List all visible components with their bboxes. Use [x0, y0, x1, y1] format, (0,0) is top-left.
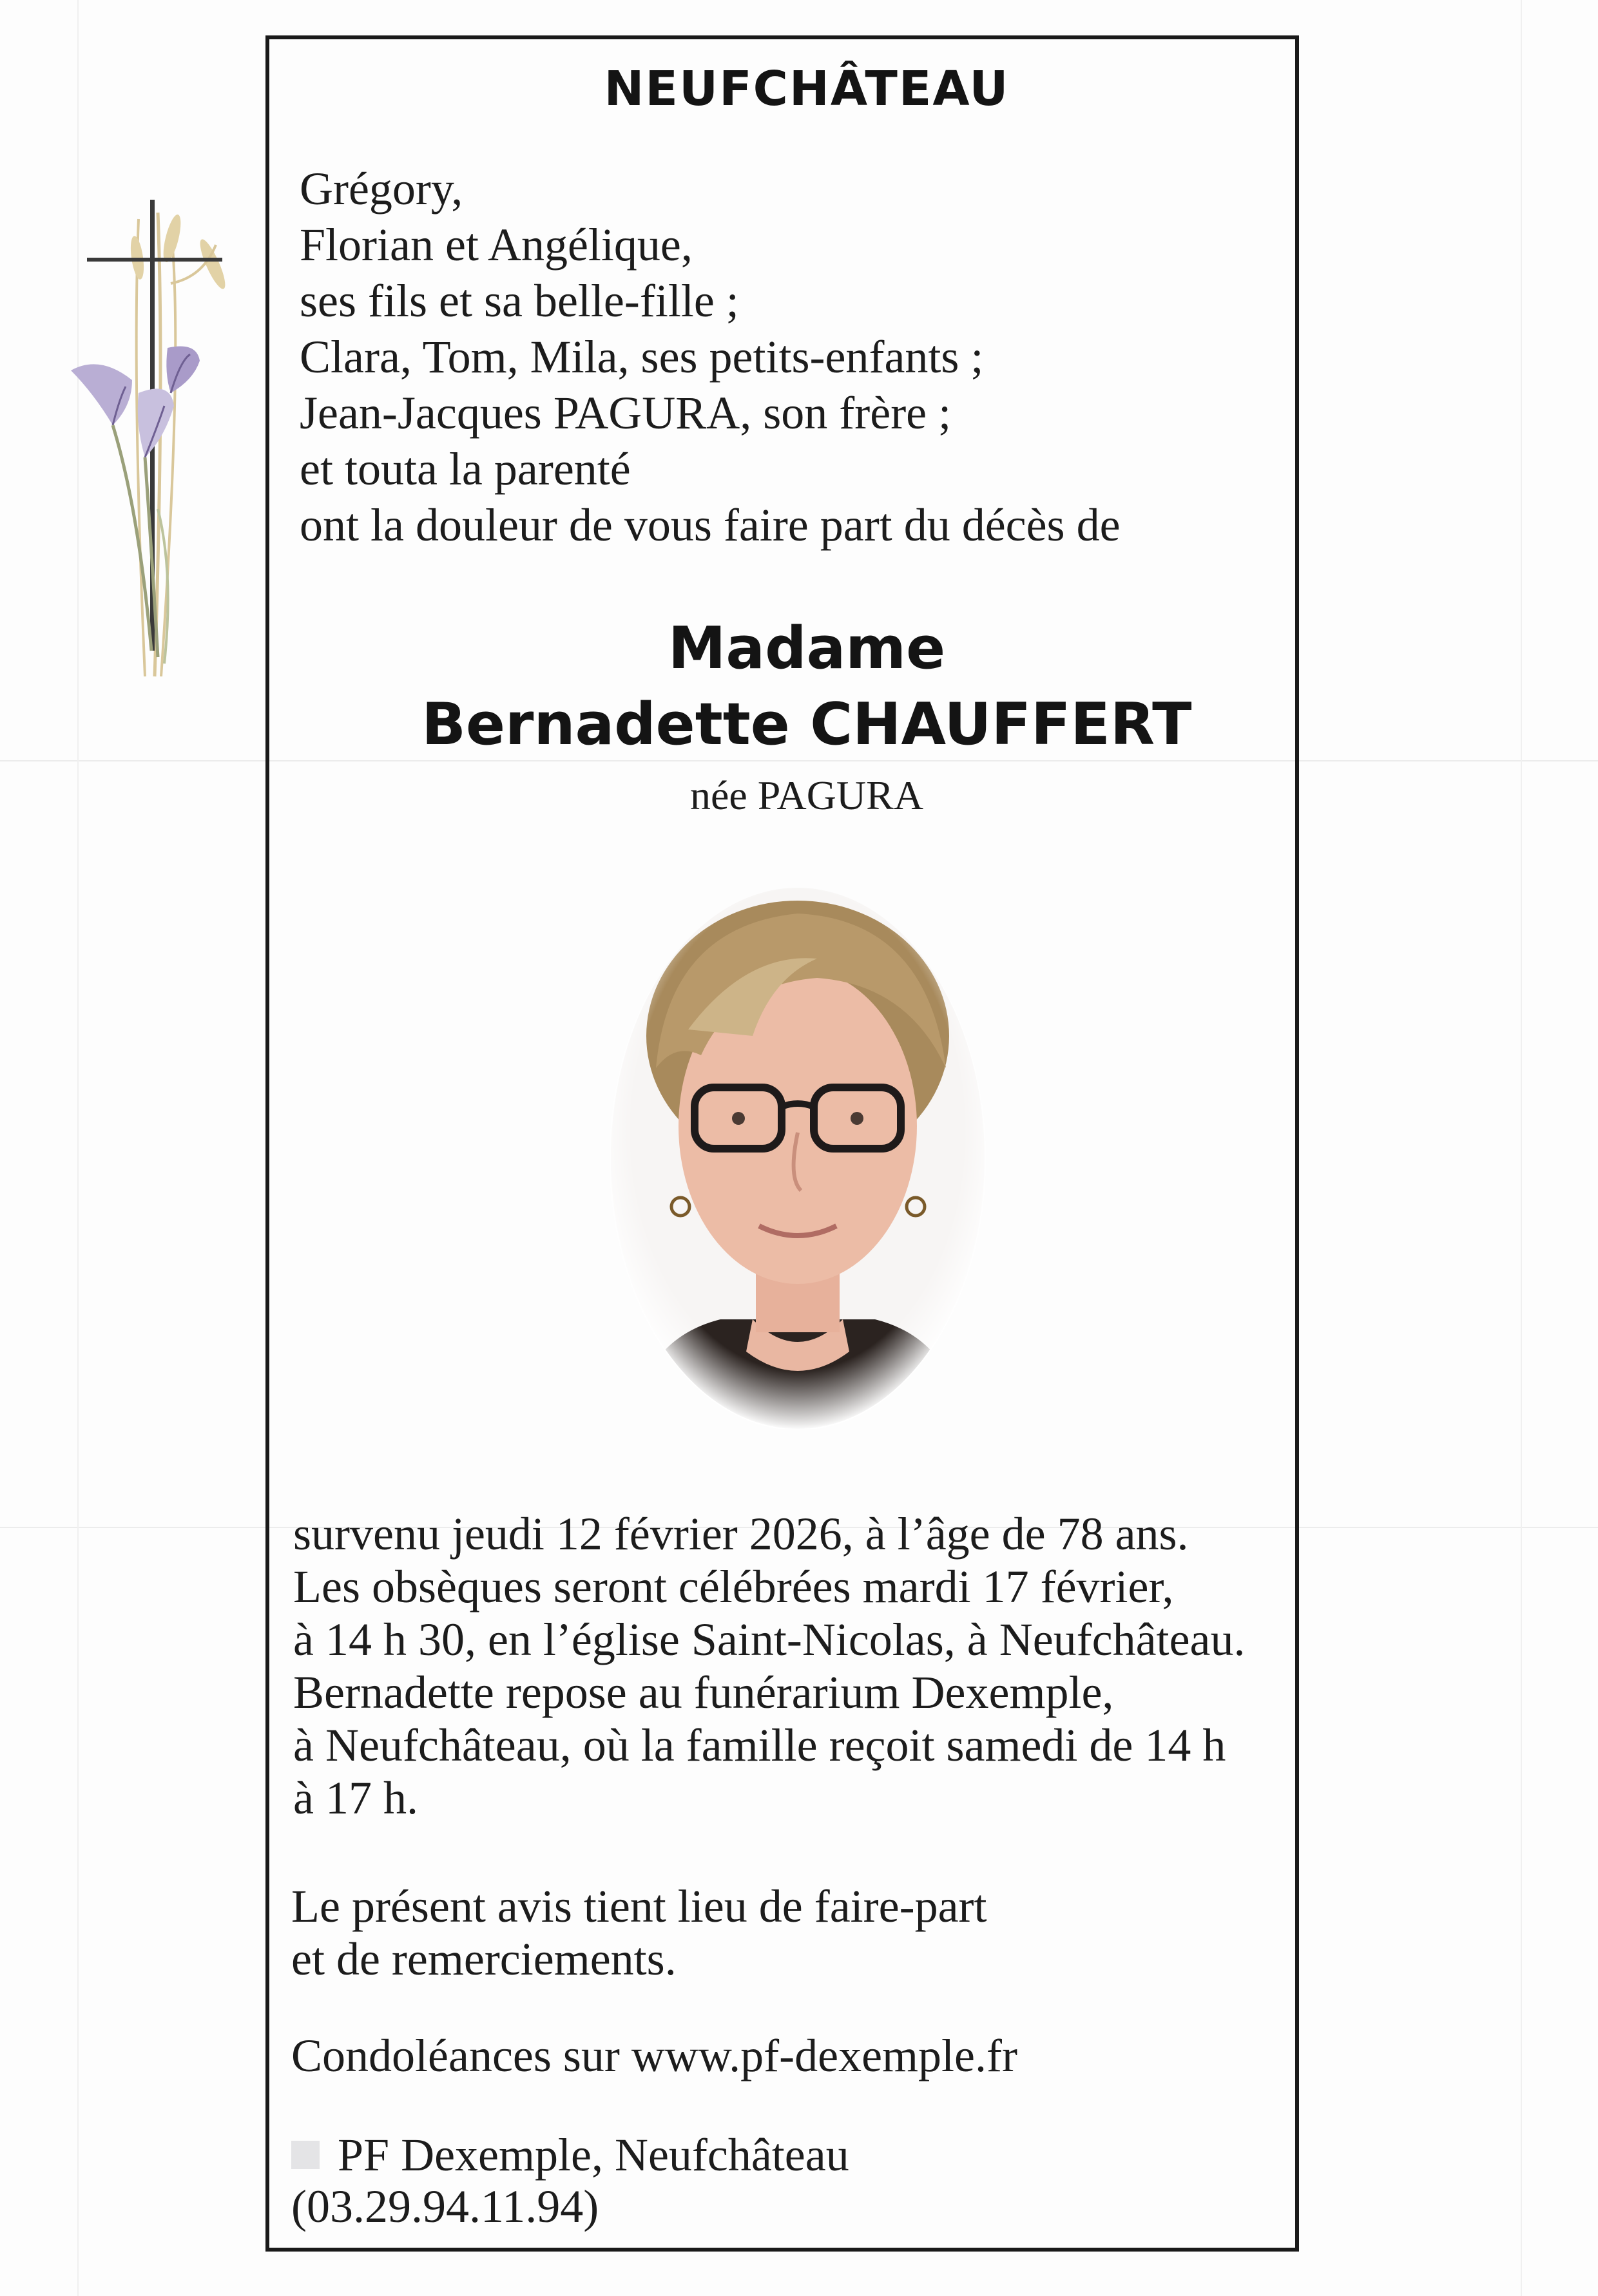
funeral-home-block — [291, 2129, 849, 2232]
details-line: à 17 h. — [293, 1772, 418, 1824]
family-line: ses fils et sa belle-fille ; — [300, 275, 739, 327]
notice-line: Le présent avis tient lieu de faire-part — [291, 1880, 987, 1932]
family-line: Clara, Tom, Mila, ses petits-enfants ; — [300, 331, 984, 383]
funeral-home-name: PF Dexemple, Neufchâteau — [338, 2129, 849, 2181]
funeral-home-phone[interactable]: (03.29.94.11.94) — [291, 2181, 599, 2232]
town-heading: NEUFCHÂTEAU — [604, 61, 1010, 117]
family-line: et touta la parenté — [300, 443, 631, 495]
notice-text — [291, 1880, 987, 1985]
family-line: Florian et Angélique, — [300, 219, 693, 271]
family-line: ont la douleur de vous faire part du décès de — [300, 499, 1121, 551]
cross-lily-icon — [61, 187, 242, 689]
portrait-photo — [604, 875, 991, 1429]
maiden-name: née PAGURA — [689, 772, 924, 818]
family-line: Grégory, — [300, 163, 463, 215]
details-line: à 14 h 30, en l’église Saint-Nicolas, à Neufchâteau. — [293, 1614, 1246, 1665]
details-line: à Neufchâteau, où la famille reçoit samedi de 14 h — [293, 1719, 1226, 1771]
details-line: Les obsèques seront célébrées mardi 17 février, — [293, 1561, 1174, 1612]
condolences-link[interactable]: Condoléances sur www.pf-dexemple.fr — [291, 2030, 1017, 2081]
deceased-full-name: Bernadette CHAUFFERT — [421, 691, 1192, 758]
family-line: Jean-Jacques PAGURA, son frère ; — [300, 387, 952, 439]
deceased-title: Madame — [668, 615, 946, 682]
funeral-home-logo-icon — [291, 2141, 320, 2169]
deceased-name-block — [265, 611, 1348, 763]
family-announcement — [300, 161, 1121, 553]
details-line: survenu jeudi 12 février 2026, à l’âge de 78 ans. — [293, 1508, 1189, 1560]
details-line: Bernadette repose au funérarium Dexemple, — [293, 1667, 1114, 1718]
notice-line: et de remerciements. — [291, 1933, 677, 1985]
death-details — [293, 1507, 1245, 1824]
